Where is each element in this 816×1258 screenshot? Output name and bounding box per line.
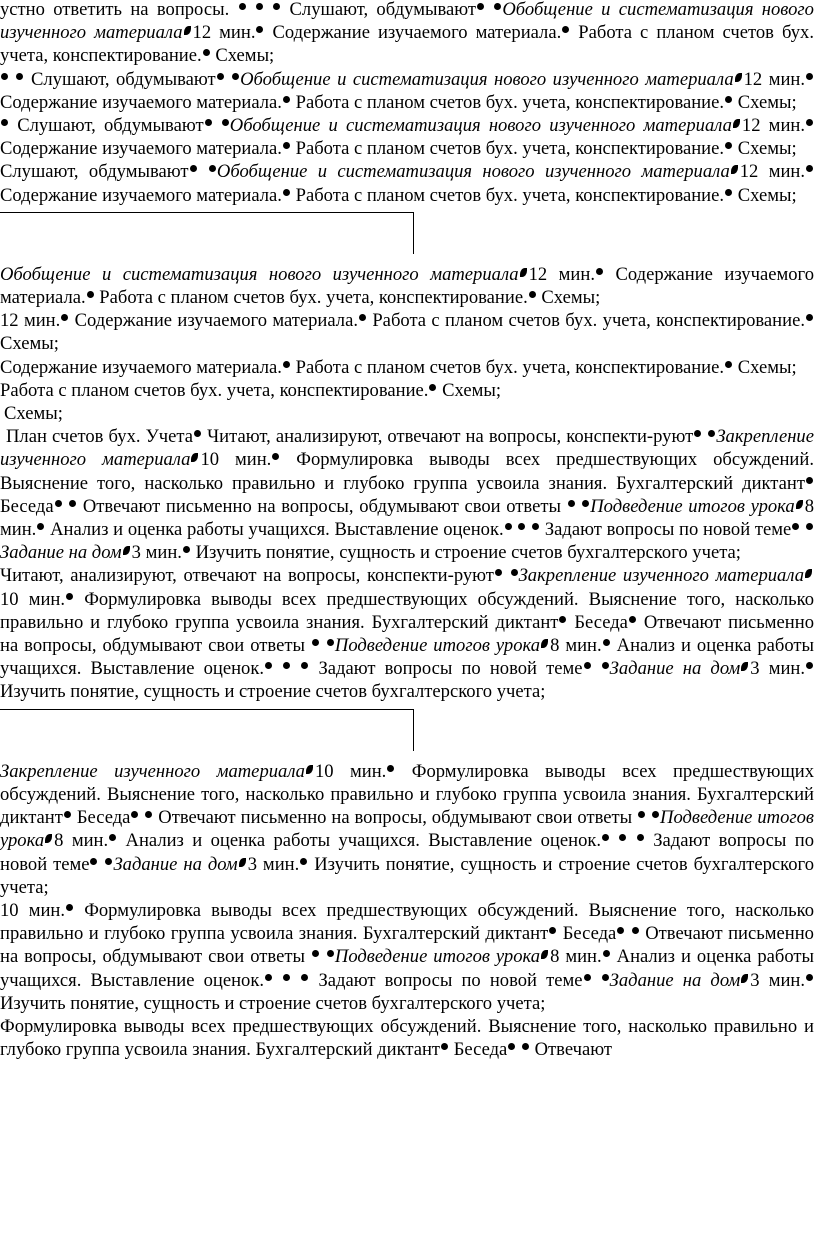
- bullet-icon: [55, 500, 62, 507]
- bullet-icon: [806, 73, 813, 80]
- duration: 10 мин.: [314, 760, 387, 782]
- leaf-bullet-icon: [805, 569, 812, 578]
- duration: 12 мин.: [739, 161, 806, 183]
- bullet-icon: [283, 974, 290, 981]
- italic-heading: Закрепление изученного материала: [0, 760, 305, 782]
- paragraph-14: [0, 1015, 816, 1061]
- text-run: Формулировка выводы всех предшествующих обсуждений. Выяснение того, насколько правильно и глубоко группа усвоила знания.: [0, 449, 814, 494]
- bullet-icon: [301, 662, 308, 669]
- bullet-icon: [638, 811, 645, 818]
- text-run: Слушают, обдумывают: [30, 68, 216, 90]
- bullet-icon: [806, 523, 813, 530]
- bullet-icon: [582, 500, 589, 507]
- duration: 10 мин.: [0, 588, 66, 610]
- horizontal-rule: [0, 212, 414, 213]
- duration: 12 мин.: [528, 263, 595, 285]
- text-run: Формулировка выводы всех предшествующих обсуждений. Выяснение того, насколько правильно и глубоко группа усвоила знания.: [0, 760, 815, 805]
- duration: 3 мин.: [750, 658, 806, 680]
- duration: 12 мин.: [192, 22, 256, 44]
- duration: 12 мин.: [743, 68, 806, 90]
- italic-heading: Обобщение и систематизация нового изученного материала: [0, 0, 814, 44]
- leaf-bullet-icon: [541, 950, 548, 959]
- italic-heading: Задание на дом: [113, 853, 238, 875]
- bullet-icon: [183, 546, 190, 553]
- bullet-icon: [602, 834, 609, 841]
- leaf-bullet-icon: [741, 662, 748, 671]
- text-run: Анализ и оценка работы учащихся. Выставление оценок.: [0, 946, 815, 991]
- text-run: Анализ и оценка работы учащихся. Выставление оценок.: [50, 519, 504, 541]
- text-run: Схемы;: [737, 356, 797, 378]
- leaf-bullet-icon: [239, 858, 246, 867]
- bullet-icon: [806, 314, 813, 321]
- text-run: Отвечают письменно на вопросы, обдумывают свои ответы: [0, 611, 814, 657]
- italic-heading: Закрепление изученного материала: [0, 426, 814, 471]
- paragraph-1: [0, 0, 816, 68]
- bullet-icon: [387, 765, 394, 772]
- bullet-icon: [1, 73, 8, 80]
- italic-heading: Подведение итогов урока: [334, 635, 541, 657]
- bullet-icon: [505, 523, 512, 530]
- bullet-icon: [584, 974, 591, 981]
- bullet-icon: [131, 811, 138, 818]
- text-run: Схемы;: [737, 138, 797, 160]
- text-run: Беседа: [574, 611, 628, 633]
- bullet-icon: [37, 523, 44, 530]
- text-run: Содержание изучаемого материала.: [0, 138, 282, 160]
- text-run: Отвечают письменно на вопросы, обдумывают свои ответы: [158, 807, 633, 829]
- duration: 8 мин.: [550, 635, 602, 657]
- bullet-icon: [265, 974, 272, 981]
- leaf-bullet-icon: [735, 73, 742, 82]
- paragraph-7: [0, 356, 816, 379]
- bullet-icon: [239, 3, 246, 10]
- text-run: Содержание изучаемого материала.: [0, 184, 282, 206]
- bullet-icon: [327, 639, 334, 646]
- bullet-icon: [511, 569, 518, 576]
- text-run: Читают, анализируют, отвечают на вопросы, конспекти-руют: [207, 426, 694, 448]
- bullet-icon: [190, 165, 197, 172]
- bullet-icon: [301, 974, 308, 981]
- leaf-bullet-icon: [741, 974, 748, 983]
- bullet-icon: [327, 950, 334, 957]
- vertical-rule: [413, 212, 414, 254]
- bullet-icon: [1, 119, 8, 126]
- leaf-bullet-icon: [184, 26, 191, 35]
- italic-heading: Обобщение и систематизация нового изученного материала: [216, 161, 730, 183]
- bullet-icon: [637, 834, 644, 841]
- text-run: Содержание изучаемого материала.: [272, 22, 562, 44]
- bullet-icon: [272, 453, 279, 460]
- text-run: Беседа: [453, 1039, 508, 1061]
- bullet-icon: [359, 314, 366, 321]
- bullet-icon: [312, 639, 319, 646]
- text-run: Формулировка выводы всех предшествующих обсуждений. Выяснение того, насколько правильно и глубоко группа усвоила знания.: [0, 899, 815, 945]
- bullet-icon: [441, 1043, 448, 1050]
- text-run: Изучить понятие, сущность и строение счетов бухгалтерского учета;: [195, 542, 741, 564]
- text-run: Работа с планом счетов бух. учета, конспектирование.: [0, 22, 814, 67]
- text-run: Бухгалтерский диктант: [255, 1039, 441, 1061]
- text-run: Слушают, обдумывают: [289, 0, 477, 20]
- bullet-icon: [549, 927, 556, 934]
- bullet-icon: [602, 662, 609, 669]
- vertical-rule: [413, 709, 414, 751]
- horizontal-rule: [0, 709, 414, 710]
- leaf-bullet-icon: [541, 639, 548, 648]
- bullet-icon: [16, 73, 23, 80]
- italic-heading: Обобщение и систематизация нового изученного материала: [240, 68, 734, 90]
- bullet-icon: [529, 291, 536, 298]
- bullet-icon: [632, 927, 639, 934]
- bullet-icon: [725, 96, 732, 103]
- bullet-icon: [725, 189, 732, 196]
- bullet-icon: [66, 904, 73, 911]
- bullet-icon: [283, 96, 290, 103]
- bullet-icon: [584, 662, 591, 669]
- text-run: Формулировка выводы всех предшествующих обсуждений. Выяснение того, насколько правильно и глубоко группа усвоила знания.: [0, 1015, 814, 1061]
- paragraph-6: [0, 309, 816, 355]
- duration: 10 мин.: [200, 449, 272, 471]
- paragraph-8: [0, 379, 816, 402]
- italic-heading: Обобщение и систематизация нового изученного материала: [229, 115, 732, 137]
- bullet-icon: [205, 119, 212, 126]
- bullet-icon: [256, 26, 263, 33]
- leaf-bullet-icon: [733, 119, 740, 128]
- bullet-icon: [64, 811, 71, 818]
- duration: 12 мин.: [741, 115, 805, 137]
- text-run: Задают вопросы по новой теме: [318, 969, 583, 991]
- leaf-bullet-icon: [123, 546, 130, 555]
- text-run: Беседа: [562, 923, 617, 945]
- text-run: Бухгалтерский диктант: [0, 783, 814, 829]
- text-run: Беседа: [76, 807, 131, 829]
- paragraph-11: [0, 564, 816, 703]
- bullet-icon: [725, 361, 732, 368]
- bullet-icon: [602, 974, 609, 981]
- text-run: План счетов бух. Учета: [6, 426, 193, 448]
- duration: 3 мин.: [750, 969, 806, 991]
- duration: 10 мин.: [0, 899, 66, 921]
- bullet-icon: [806, 662, 813, 669]
- text-run: Схемы;: [737, 184, 797, 206]
- text-run: Анализ и оценка работы учащихся. Выставление оценок.: [0, 635, 815, 680]
- bullet-icon: [256, 3, 263, 10]
- italic-heading: Подведение итогов урока: [590, 495, 795, 517]
- italic-heading: Закрепление изученного материала: [518, 565, 804, 587]
- text-run: Беседа: [0, 495, 54, 517]
- bullet-icon: [559, 616, 566, 623]
- bullet-icon: [495, 569, 502, 576]
- bullet-icon: [109, 834, 116, 841]
- bullet-icon: [652, 811, 659, 818]
- leaf-bullet-icon: [796, 500, 803, 509]
- bullet-icon: [806, 165, 813, 172]
- text-run: Работа с планом счетов бух. учета, конспектирование.: [295, 356, 725, 378]
- bullet-icon: [532, 523, 539, 530]
- text-run: Схемы;: [0, 333, 59, 355]
- bullet-icon: [596, 268, 603, 275]
- bullet-icon: [203, 49, 210, 56]
- text-run: Читают, анализируют, отвечают на вопросы, конспекти-руют: [0, 565, 494, 587]
- bullet-icon: [300, 858, 307, 865]
- paragraph-13: [0, 899, 816, 1015]
- bullet-icon: [283, 361, 290, 368]
- bullet-icon: [87, 291, 94, 298]
- text-run: Бухгалтерский диктант: [362, 923, 549, 945]
- bullet-icon: [66, 593, 73, 600]
- text-run: Работа с планом счетов бух. учета, конспектирование.: [295, 184, 725, 206]
- bullet-icon: [283, 662, 290, 669]
- text-run: устно ответить на вопросы.: [0, 0, 230, 20]
- bullet-icon: [90, 858, 97, 865]
- text-run: Схемы;: [737, 91, 797, 113]
- text-run: Схемы;: [4, 403, 63, 425]
- text-run: Схемы;: [541, 287, 601, 309]
- text-run: Работа с планом счетов бух. учета, конспектирование.: [99, 287, 528, 309]
- bullet-icon: [283, 189, 290, 196]
- bullet-icon: [603, 639, 610, 646]
- text-run: Содержание изучаемого материала.: [0, 263, 814, 309]
- italic-heading: Обобщение и систематизация нового изученного материала: [0, 263, 519, 285]
- italic-heading: Задание на дом: [609, 658, 741, 680]
- bullet-icon: [522, 1043, 529, 1050]
- text-run: Анализ и оценка работы учащихся. Выставление оценок.: [125, 830, 602, 852]
- leaf-bullet-icon: [45, 834, 52, 843]
- bullet-icon: [792, 523, 799, 530]
- bullet-icon: [708, 430, 715, 437]
- text-run: Бухгалтерский диктант: [616, 472, 805, 494]
- bullet-icon: [494, 3, 501, 10]
- bullet-icon: [61, 314, 68, 321]
- bullet-icon: [209, 165, 216, 172]
- text-run: Слушают, обдумывают: [17, 115, 204, 137]
- text-run: Изучить понятие, сущность и строение счетов бухгалтерского учета;: [0, 992, 546, 1014]
- paragraph-4: [0, 160, 816, 206]
- bullet-icon: [265, 662, 272, 669]
- leaf-bullet-icon: [306, 765, 313, 774]
- italic-heading: Подведение итогов урока: [0, 807, 815, 852]
- bullet-icon: [603, 950, 610, 957]
- italic-heading: Подведение итогов урока: [334, 946, 541, 968]
- text-run: Бухгалтерский диктант: [371, 611, 559, 633]
- table-border-fragment: [0, 704, 816, 760]
- paragraph-2: [0, 68, 816, 114]
- text-run: Работа с планом счетов бух. учета, конспектирование.: [295, 138, 725, 160]
- duration: 3 мин.: [131, 542, 182, 564]
- bullet-icon: [806, 477, 813, 484]
- text-run: Работа с планом счетов бух. учета, конспектирование.: [295, 91, 725, 113]
- text-run: Задают вопросы по новой теме: [544, 519, 792, 541]
- text-run: Задают вопросы по новой теме: [318, 658, 583, 680]
- text-run: Отвечают письменно на вопросы, обдумывают свои ответы: [82, 495, 561, 517]
- bullet-icon: [629, 616, 636, 623]
- leaf-bullet-icon: [191, 453, 198, 462]
- text-run: Изучить понятие, сущность и строение счетов бухгалтерского учета;: [0, 853, 815, 898]
- duration: 8 мин.: [0, 495, 814, 541]
- bullet-icon: [194, 430, 201, 437]
- duration: 8 мин.: [54, 830, 109, 852]
- leaf-bullet-icon: [520, 268, 527, 277]
- text-run: Изучить понятие, сущность и строение счетов бухгалтерского учета;: [0, 681, 546, 703]
- bullet-icon: [619, 834, 626, 841]
- text-run: Работа с планом счетов бух. учета, конспектирование.: [372, 310, 805, 332]
- text-run: Схемы;: [442, 379, 502, 401]
- paragraph-3: [0, 114, 816, 160]
- bullet-icon: [617, 927, 624, 934]
- text-run: Отвечают письменно на вопросы, обдумывают свои ответы: [0, 923, 814, 968]
- bullet-icon: [217, 73, 224, 80]
- italic-heading: Задание на дом: [0, 542, 122, 564]
- bullet-icon: [508, 1043, 515, 1050]
- text-run: Слушают, обдумывают: [0, 161, 189, 183]
- duration: 12 мин.: [0, 310, 61, 332]
- table-border-fragment: [0, 207, 816, 263]
- bullet-icon: [283, 142, 290, 149]
- duration: 8 мин.: [550, 946, 602, 968]
- text-run: Содержание изучаемого материала.: [74, 310, 358, 332]
- text-run: Формулировка выводы всех предшествующих обсуждений. Выяснение того, насколько правильно и глубоко группа усвоила знания.: [0, 588, 815, 633]
- text-run: Схемы;: [215, 45, 275, 67]
- bullet-icon: [222, 119, 229, 126]
- leaf-bullet-icon: [731, 165, 738, 174]
- paragraph-12: [0, 760, 816, 899]
- italic-heading: Задание на дом: [609, 969, 741, 991]
- text-run: Задают вопросы по новой теме: [0, 830, 814, 875]
- bullet-icon: [568, 500, 575, 507]
- bullet-icon: [273, 3, 280, 10]
- bullet-icon: [232, 73, 239, 80]
- bullet-icon: [562, 26, 569, 33]
- text-run: Отвечают: [534, 1039, 613, 1061]
- bullet-icon: [477, 3, 484, 10]
- bullet-icon: [429, 384, 436, 391]
- bullet-icon: [312, 950, 319, 957]
- bullet-icon: [694, 430, 701, 437]
- bullet-icon: [806, 119, 813, 126]
- paragraph-9: [0, 402, 816, 425]
- bullet-icon: [105, 858, 112, 865]
- paragraph-5: [0, 263, 816, 309]
- duration: 3 мин.: [247, 853, 300, 875]
- bullet-icon: [725, 142, 732, 149]
- bullet-icon: [806, 974, 813, 981]
- bullet-icon: [145, 811, 152, 818]
- bullet-icon: [518, 523, 525, 530]
- text-run: Работа с планом счетов бух. учета, конспектирование.: [0, 379, 429, 401]
- paragraph-10: [0, 425, 816, 564]
- bullet-icon: [69, 500, 76, 507]
- text-run: Содержание изучаемого материала.: [0, 91, 282, 113]
- text-run: Содержание изучаемого материала.: [0, 356, 282, 378]
